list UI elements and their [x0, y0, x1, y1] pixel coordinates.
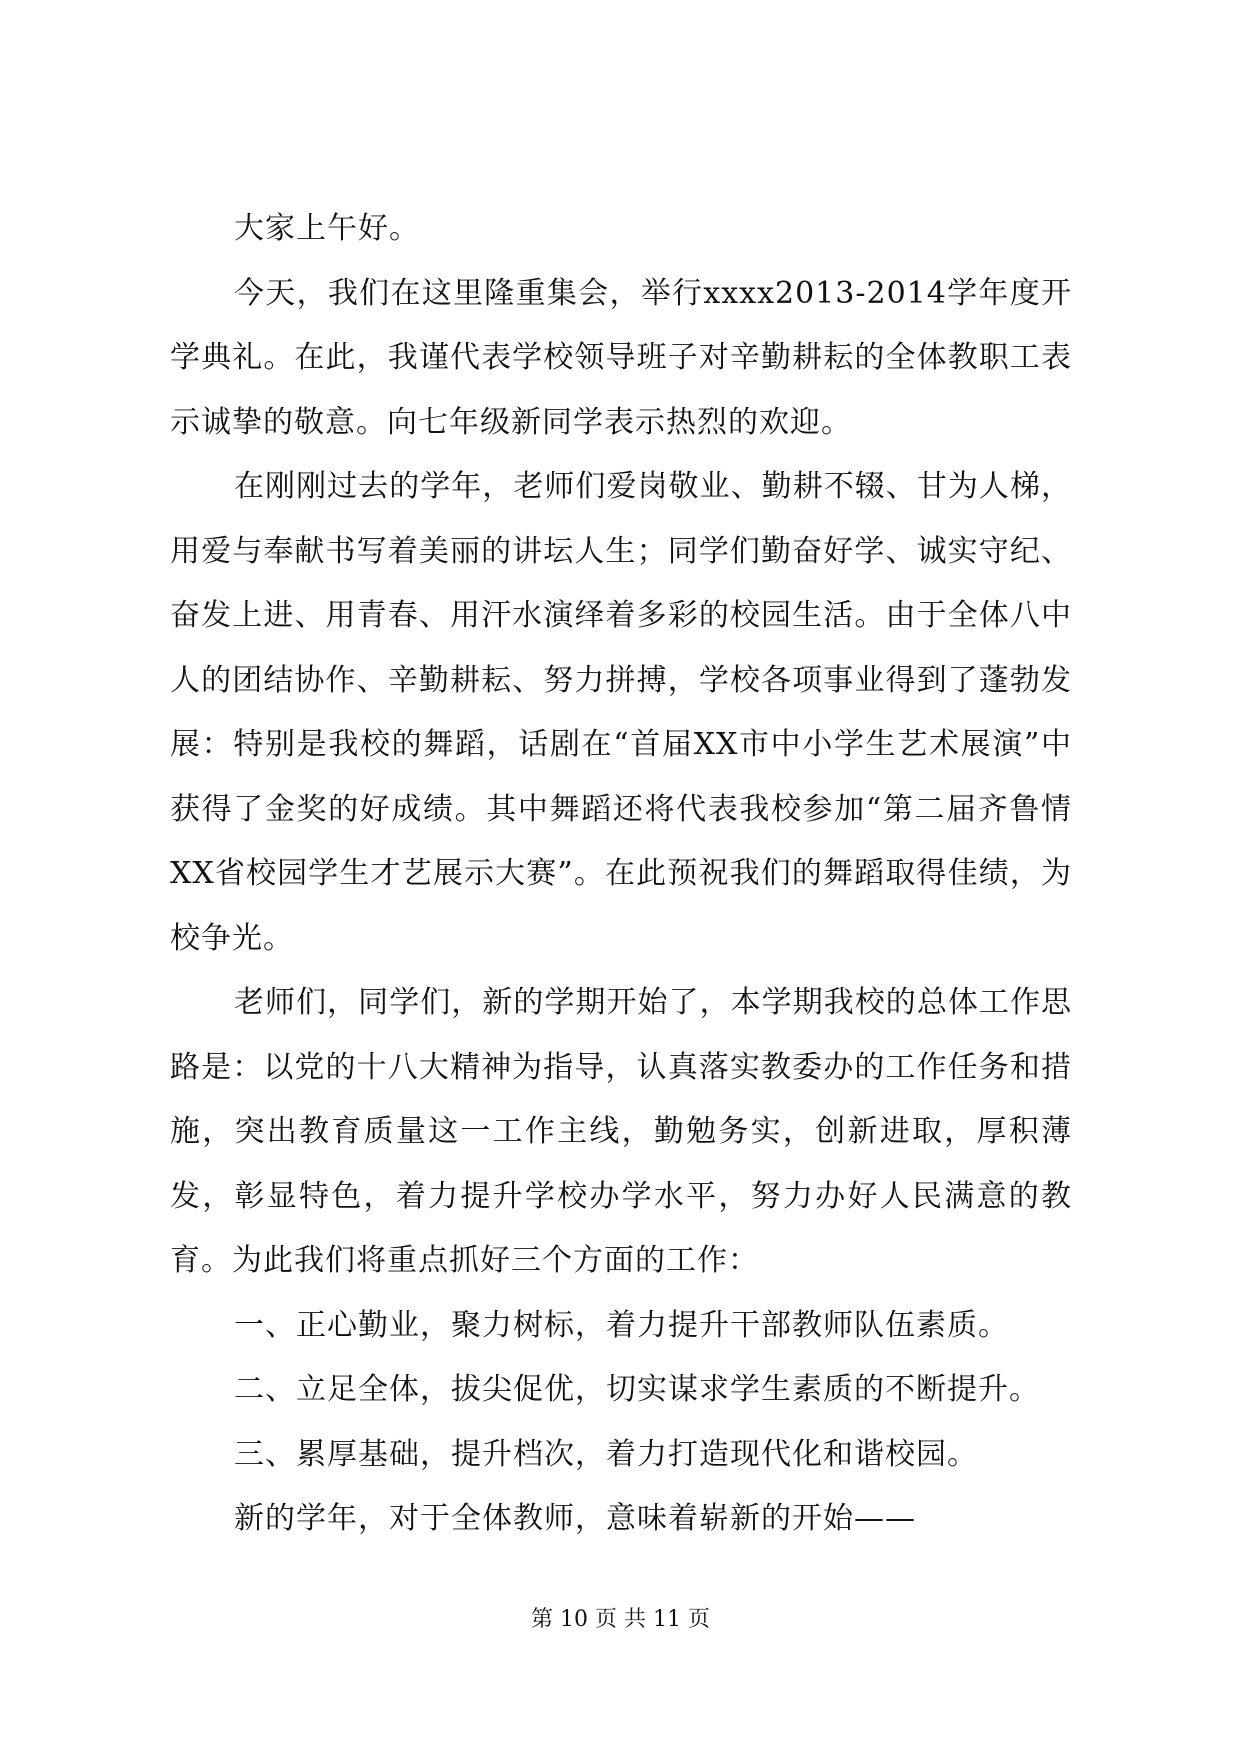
document-body — [170, 197, 1072, 1552]
paragraph-opening: 今天，我们在这里隆重集会，举行xxxx2013-2014学年度开学典礼。在此，我谨代表学校领导班子对辛勤耕耘的全体教职工表示诚挚的敬意。向七年级新同学表示热烈的欢迎。 — [170, 275, 1072, 440]
paragraph-greeting: 大家上午好。 — [234, 211, 420, 246]
paragraph-item-2: 二、立足全体，拔尖促优，切实谋求学生素质的不断提升。 — [234, 1372, 1040, 1407]
page-footer: 第 10 页 共 11 页 — [531, 1607, 710, 1632]
paragraph-item-1: 一、正心勤业，聚力树标，着力提升干部教师队伍素质。 — [234, 1307, 1009, 1343]
paragraph-plan: 老师们，同学们，新的学期开始了，本学期我校的总体工作思路是：以党的十八大精神为指导，认真落实教委办的工作任务和措施，突出教育质量这一工作主线，勤勉务实，创新进取，厚积薄发，彰显特色，着力提升学校办学水平，努力办好人民满意的教育。为此我们将重点抓好三个方面的工作： — [170, 985, 1072, 1278]
paragraph-item-3: 三、累厚基础，提升档次，着力打造现代化和谐校园。 — [234, 1436, 978, 1472]
paragraph-closing: 新的学年，对于全体教师，意味着崭新的开始—— — [234, 1501, 916, 1536]
paragraph-review: 在刚刚过去的学年，老师们爱岗敬业、勤耕不辍、甘为人梯，用爱与奉献书写着美丽的讲坛人生；同学们勤奋好学、诚实守纪、奋发上进、用青春、用汗水演绎着多彩的校园生活。由于全体八中人的团结协作、辛勤耕耘、努力拼搏，学校各项事业得到了蓬勃发展：特别是我校的舞蹈，话剧在“首届XX市中小学生艺术展演”中获得了金奖的好成绩。其中舞蹈还将代表我校参加“第二届齐鲁情XX省校园学生才艺展示大赛”。在此预祝我们的舞蹈取得佳绩，为校争光。 — [170, 469, 1072, 956]
